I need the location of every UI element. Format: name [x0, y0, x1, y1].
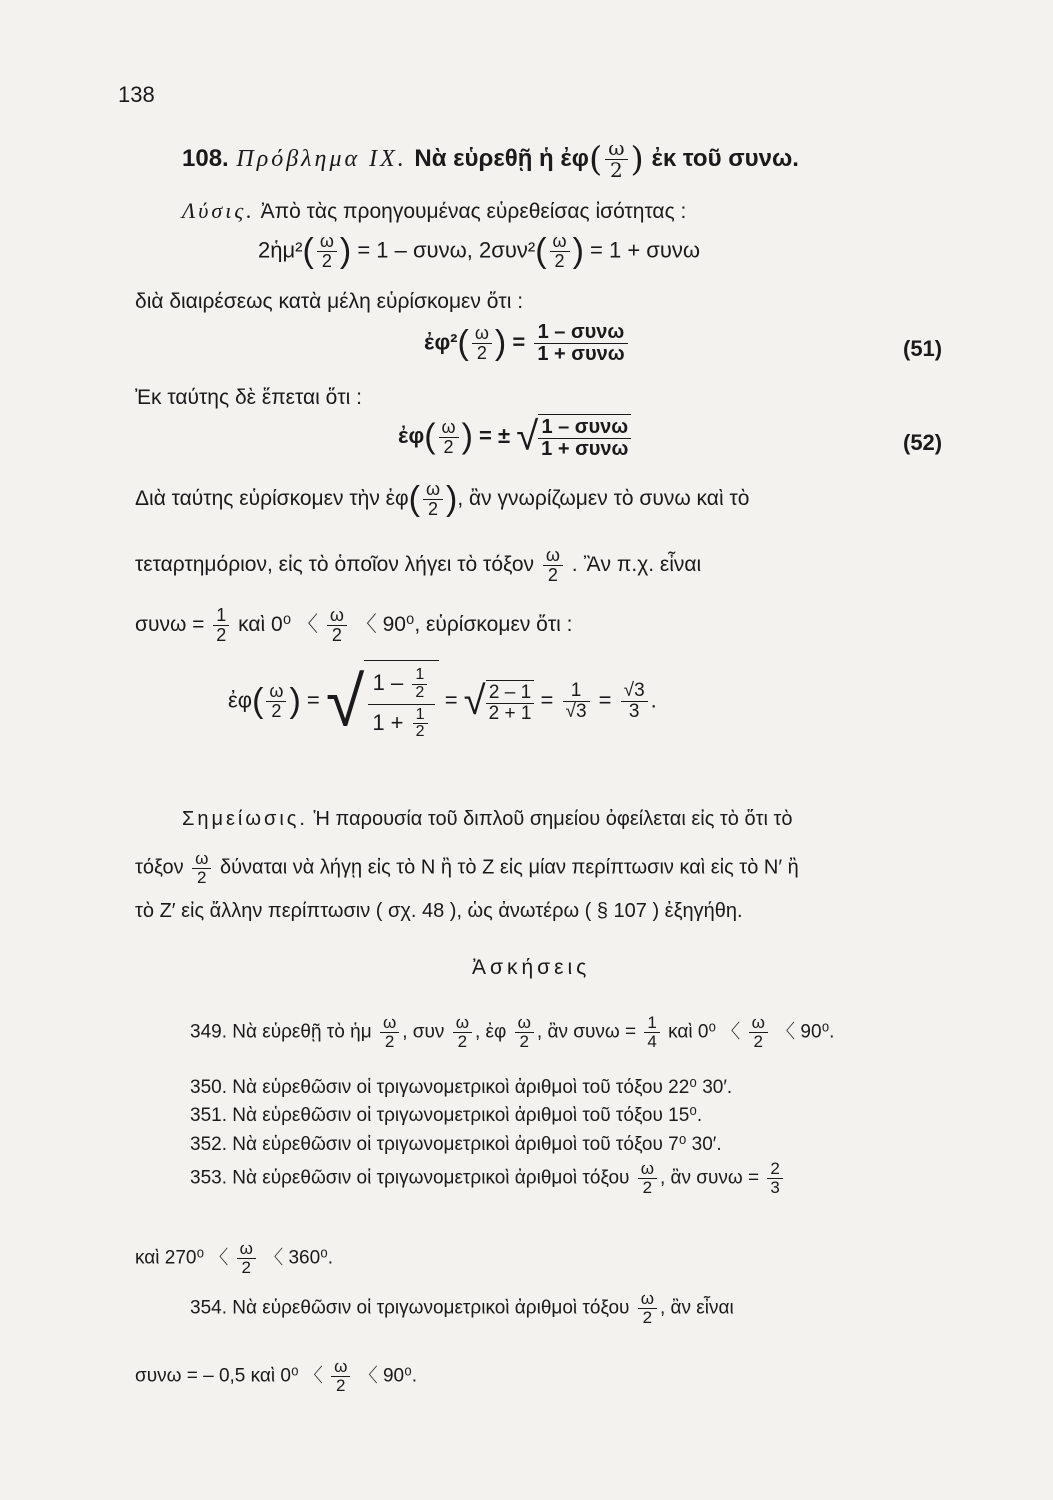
para1-line3-a: συνω = [135, 612, 205, 636]
omega: ω [439, 418, 459, 438]
problem-label: Πρόβλημα IX. [236, 146, 407, 172]
identity-left-rhs: = 1 – συνω, [357, 237, 473, 263]
example-f2-den: 2 + 1 [488, 702, 532, 724]
para1-line1-a: Διὰ ταύτης εὑρίσκομεν τὴν ἐφ [135, 487, 409, 511]
exercise-350: 350. Νὰ εὑρεθῶσιν οἱ τριγωνομετρικοὶ ἀριθμοὶ τοῦ τόξου 22⁰ 30′. [190, 1077, 733, 1098]
problem-text-after: ἐκ τοῦ συνω. [651, 145, 799, 172]
exercise-349 [190, 1014, 834, 1051]
eq52-equals: = ± [479, 422, 511, 448]
e349-a: 349. Νὰ εὑρεθῇ τὸ ἡμ [190, 1021, 372, 1043]
problem-number: 108. [182, 145, 229, 172]
two: 2 [554, 251, 565, 271]
two: 2 [753, 1031, 763, 1051]
problem-text-before: Νὰ εὑρεθῇ ἡ ἐφ [414, 145, 589, 172]
e349-b: , συν [402, 1021, 445, 1043]
note-line-2 [135, 850, 799, 887]
one: 1 [412, 667, 427, 685]
example-f3-num: 1 [563, 681, 590, 702]
two: 2 [642, 1307, 653, 1327]
omega: ω [638, 1290, 657, 1309]
exercise-351: 351. Νὰ εὑρεθῶσιν οἱ τριγωνομετρικοὶ ἀριθμοὶ τοῦ τόξου 15⁰. [190, 1105, 703, 1126]
para1-line3-c: 〈 90⁰, εὑρίσκομεν ὅτι : [355, 612, 573, 636]
e354-c: συνω = – 0,5 καὶ 0⁰ 〈 [135, 1365, 323, 1387]
worked-example: ἐφ( $\frac{\omega}{2}$ ) = √ 1 – $\frac{1}{2}$ 1 + $\frac{1}{2}$ = √ $\frac{2 - 1}{2 + 1}$ = $\frac{1}{√3}$ = $\frac{√3}{3}$ . [228, 660, 657, 743]
omega: ω [550, 232, 570, 252]
one: 1 [213, 606, 229, 626]
omega: ω [515, 1014, 534, 1033]
two: 2 [241, 1257, 252, 1277]
example-eq3: = [540, 687, 554, 713]
exercise-352: 352. Νὰ εὑρεθῶσιν οἱ τριγωνομετρικοὶ ἀριθμοὶ τοῦ τόξου 7⁰ 30′. [190, 1134, 722, 1155]
e354-a: 354. Νὰ εὑρεθῶσιν οἱ τριγωνομετρικοὶ ἀριθμοὶ τόξου [190, 1297, 630, 1319]
example-prefix: ἐφ [228, 687, 253, 713]
omega: ω [317, 232, 337, 252]
two: 2 [197, 867, 207, 887]
eq51-equals: = [512, 329, 526, 355]
eq52-prefix: ἐφ [398, 422, 425, 448]
two: 2 [384, 1031, 395, 1051]
example-eq4: = [598, 687, 612, 713]
two: 2 [443, 436, 454, 457]
para1-line3-b: καὶ 0⁰ 〈 [238, 612, 318, 636]
identities: 2ἡμ²( $\frac{\omega}{2}$ ) = 1 – συνω, 2συν²( $\frac{\omega}{2}$ ) = 1 + συνω [258, 231, 701, 271]
identity-right-rhs: = 1 + συνω [590, 237, 701, 263]
omega: ω [327, 606, 347, 626]
example-eq1: = [306, 687, 320, 713]
exercise-353-cont [135, 1240, 333, 1277]
two: 2 [519, 1031, 529, 1051]
follows-line: Ἐκ ταύτης δὲ ἕπεται ὅτι : [135, 386, 362, 409]
e349-four: 4 [647, 1031, 657, 1051]
omega: ω [423, 480, 443, 500]
identity-left-prefix: 2ἡμ² [258, 237, 303, 263]
eq51-prefix: ἐφ² [424, 329, 458, 355]
note-line2-a: τόξον [135, 856, 184, 879]
two: 2 [428, 499, 439, 519]
e349-f: 〈 90⁰. [776, 1021, 835, 1043]
para1-line1-b: , ἂν γνωρίζωμεν τὸ συνω καὶ τὸ [457, 487, 750, 511]
page-number: 138 [118, 82, 155, 107]
note-line2-b: δύναται νὰ λήγῃ εἰς τὸ Ν ἢ τὸ Ζ εἰς μίαν περίπτωσιν καὶ εἰς τὸ Ν′ ἢ [219, 856, 799, 879]
example-eq2: = [444, 687, 458, 713]
e353-c: καὶ 270⁰ 〈 [135, 1247, 229, 1269]
example-f4-den: 3 [628, 701, 640, 723]
two: 2 [271, 701, 282, 722]
two: 2 [642, 1177, 653, 1197]
note-line-1 [182, 808, 793, 831]
two: 2 [415, 723, 425, 741]
exercise-354 [190, 1290, 734, 1327]
equation-tag-52: (52) [903, 430, 943, 455]
omega: ω [605, 138, 627, 160]
omega: ω [192, 850, 211, 869]
example-inner-num: 1 – [372, 670, 404, 696]
omega: ω [237, 1240, 256, 1259]
para1-line2-a: τεταρτημόριον, εἰς τὸ ὁποῖον λήγει τὸ τόξον [135, 552, 535, 576]
e349-c: , ἐφ [474, 1021, 507, 1043]
two: 2 [331, 624, 342, 645]
omega: ω [543, 546, 563, 566]
equation-tag-51: (51) [903, 336, 943, 361]
solution-line [182, 198, 686, 224]
omega: ω [749, 1014, 768, 1033]
exercise-353 [190, 1160, 786, 1197]
note-label: Σημείωσις. [182, 808, 308, 830]
e354-b: , ἂν εἶναι [659, 1297, 734, 1319]
e353-d: 〈 360⁰. [264, 1247, 334, 1269]
two: 2 [476, 343, 487, 363]
division-line: διὰ διαιρέσεως κατὰ μέλη εὑρίσκομεν ὅτι : [135, 290, 524, 313]
paragraph-line-3 [135, 606, 572, 645]
omega: ω [638, 1160, 657, 1179]
two: 2 [321, 251, 332, 271]
one: 1 [413, 707, 428, 725]
two: 2 [336, 1375, 346, 1395]
example-end: . [650, 687, 657, 713]
equation-51: ἐφ²( $\frac{\omega}{2}$ ) = $\frac{\text{1 – συνω}}{\text{1 + συνω}}$ [424, 322, 631, 365]
solution-text: Ἀπὸ τὰς προηγουμένας εὑρεθείσας ἰσότητας : [260, 200, 687, 223]
e353-a: 353. Νὰ εὑρεθῶσιν οἱ τριγωνομετρικοὶ ἀριθμοὶ τόξου [190, 1167, 630, 1189]
example-f2-num: 2 – 1 [486, 683, 535, 704]
solution-label: Λύσις. [182, 198, 255, 223]
paragraph-line-2 [135, 546, 701, 585]
paragraph-line-1: Διὰ ταύτης εὑρίσκομεν τὴν ἐφ( $\frac{\omega}{2}$ ), ἂν γνωρίζωμεν τὸ συνω καὶ τὸ [135, 479, 750, 519]
two: 2 [547, 564, 558, 585]
example-f4-num: 3 [634, 680, 645, 702]
two: 2 [216, 624, 227, 645]
omega: ω [266, 682, 286, 702]
omega: ω [472, 324, 492, 344]
example-f3-den: 3 [575, 701, 587, 723]
example-inner-den: 1 + [372, 709, 404, 735]
two: 2 [610, 158, 623, 182]
omega: ω [453, 1014, 472, 1033]
para1-line2-b: . Ἂν π.χ. εἶναι [571, 552, 702, 576]
eq52-denominator: 1 + συνω [541, 438, 629, 460]
omega: ω [380, 1014, 399, 1033]
e349-d: , ἂν συνω = [536, 1021, 637, 1043]
e353-three: 3 [770, 1177, 780, 1197]
exercises-title: Ἀσκήσεις [472, 956, 591, 979]
eq51-denominator: 1 + συνω [537, 343, 625, 365]
eq51-numerator: 1 – συνω [534, 322, 627, 344]
note-line-3: τὸ Ζ′ εἰς ἄλλην περίπτωσιν ( σχ. 48 ), ὡς ἀνωτέρω ( § 107 ) ἐξηγήθη. [135, 900, 743, 922]
equation-52: ἐφ( $\frac{\omega}{2}$ ) = ± √ $\frac{\text{1 – συνω}}{\text{1 + συνω}}$ [398, 414, 631, 460]
omega: ω [331, 1358, 350, 1377]
exercise-354-cont [135, 1358, 417, 1395]
problem-heading: 108. Πρόβλημα IX. Νὰ εὑρεθῇ ἡ ἐφ( $\frac{\omega}{2}$ ) ἐκ τοῦ συνω. [182, 136, 799, 182]
two: 2 [457, 1031, 468, 1051]
identity-right-prefix: 2συν² [479, 237, 536, 263]
two: 2 [415, 683, 425, 701]
eq52-numerator: 1 – συνω [538, 417, 631, 439]
note-text-1: Ἡ παρουσία τοῦ διπλοῦ σημείου ὀφείλεται εἰς τὸ ὅτι τὸ [313, 808, 793, 830]
e349-one: 1 [644, 1014, 659, 1033]
e354-d: 〈 90⁰. [358, 1365, 418, 1387]
e353-two: 2 [767, 1160, 782, 1179]
e353-b: , ἂν συνω = [659, 1167, 760, 1189]
e349-e: καὶ 0⁰ 〈 [668, 1021, 741, 1043]
